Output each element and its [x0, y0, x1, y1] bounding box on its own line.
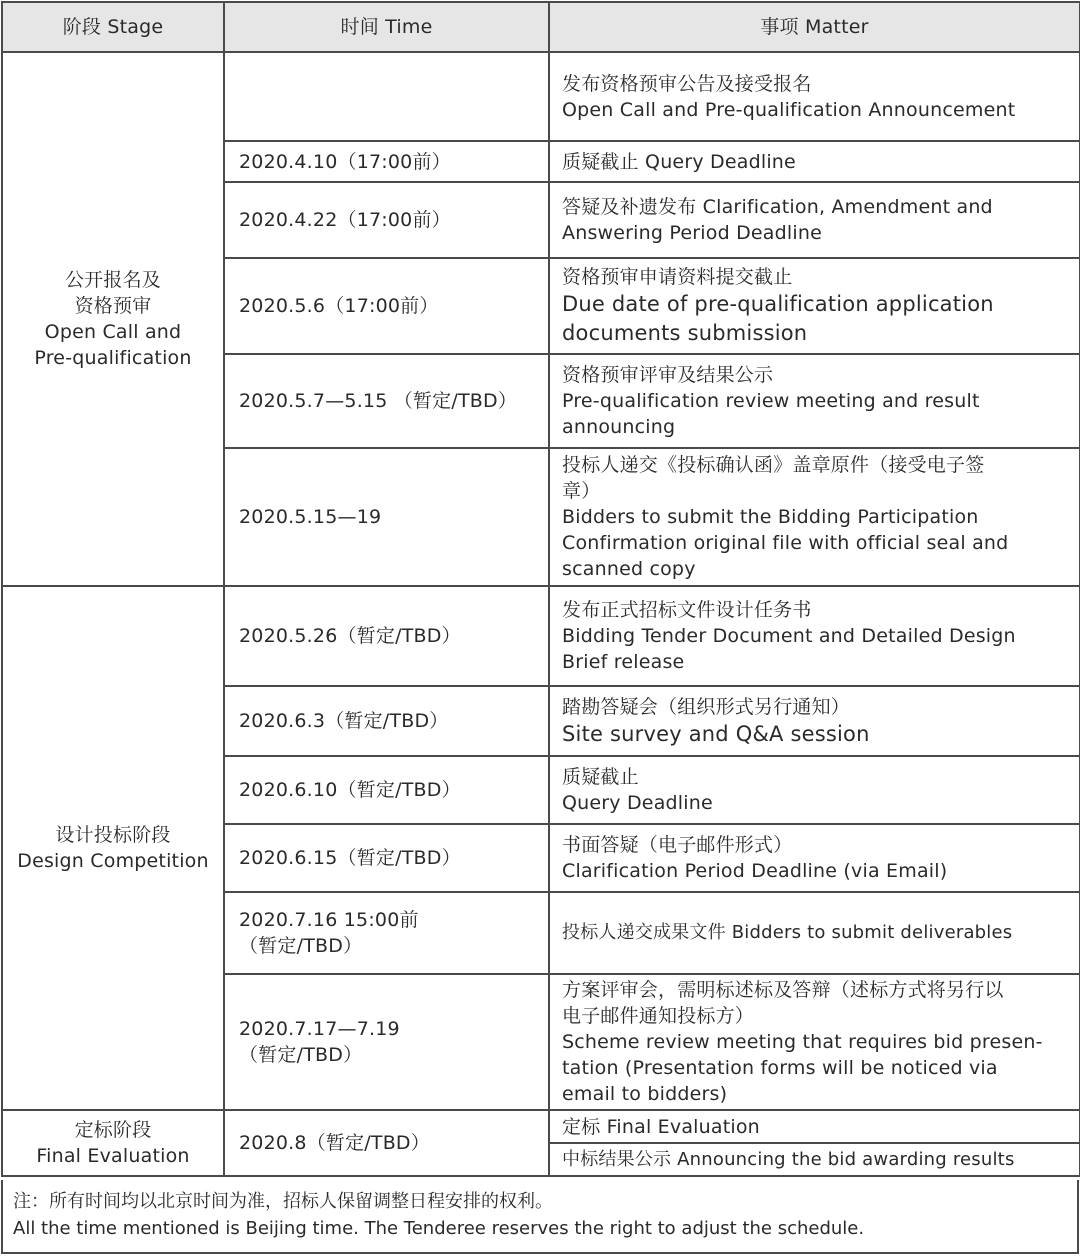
matter-en: Bidding Tender Document and Detailed Design [562, 625, 1016, 647]
matter-en: Confirmation original file with official seal and [562, 532, 1009, 554]
time-line: （暂定/TBD） [239, 935, 363, 957]
stage-en: Final Evaluation [36, 1145, 190, 1167]
matter-en: announcing [562, 416, 676, 438]
matter-zh: 踏勘答疑会（组织形式另行通知） [562, 695, 851, 718]
time-line: 2020.7.17—7.19 [239, 1018, 400, 1040]
time-cell [224, 52, 549, 141]
matter-en: Query Deadline [562, 792, 713, 814]
matter-en: email to bidders) [562, 1083, 728, 1105]
note-en: All the time mentioned is Beijing time. The Tenderee reserves the right to adjust the schedule. [13, 1218, 865, 1239]
matter-cell [549, 686, 1080, 756]
stage-design [2, 586, 224, 1110]
matter-en: Open Call and Pre-qualification Announcement [562, 98, 1016, 121]
header-stage: 阶段 Stage [2, 2, 224, 52]
matter-zh: 电子邮件通知投标方） [562, 1005, 755, 1027]
matter-en: Pre-qualification review meeting and result [562, 390, 980, 412]
stage-en: Design Competition [17, 850, 209, 872]
time-cell: 2020.6.15（暂定/TBD） [224, 824, 549, 892]
schedule-table [1, 1, 1080, 1177]
matter-line: Answering Period Deadline [562, 222, 822, 244]
time-cell: 2020.5.15—19 [224, 448, 549, 586]
header-matter: 事项 Matter [549, 2, 1080, 52]
matter-zh: 发布资格预审公告及接受报名 [562, 72, 812, 95]
matter-en: tation (Presentation forms will be noticed via [562, 1057, 998, 1079]
matter-cell: 投标人递交成果文件 Bidders to submit deliverables [549, 892, 1080, 974]
time-line: （暂定/TBD） [239, 1044, 363, 1066]
time-cell: 2020.8（暂定/TBD） [224, 1110, 549, 1176]
time-cell: 2020.5.6（17:00前） [224, 258, 549, 354]
matter-en: Scheme review meeting that requires bid presen- [562, 1031, 1043, 1053]
matter-cell [549, 586, 1080, 686]
matter-en: Due date of pre-qualification application [562, 292, 994, 316]
matter-zh: 质疑截止 [562, 766, 639, 788]
stage-zh: 定标阶段 [74, 1119, 152, 1141]
table-row [2, 52, 1080, 141]
matter-cell [549, 354, 1080, 448]
schedule-note [1, 1180, 1079, 1254]
matter-zh: 书面答疑（电子邮件形式） [562, 834, 793, 856]
matter-zh: 资格预审申请资料提交截止 [562, 266, 793, 288]
matter-cell: 定标 Final Evaluation [549, 1110, 1080, 1143]
time-cell: 2020.5.7—5.15 （暂定/TBD） [224, 354, 549, 448]
time-cell [224, 974, 549, 1110]
matter-cell [549, 974, 1080, 1110]
matter-en: Clarification Period Deadline (via Email) [562, 860, 948, 882]
matter-cell [549, 448, 1080, 586]
matter-en: Site survey and Q&A session [562, 721, 870, 746]
stage-zh: 设计投标阶段 [55, 824, 171, 846]
matter-line: 答疑及补遗发布 Clarification, Amendment and [562, 196, 993, 218]
matter-zh: 资格预审评审及结果公示 [562, 364, 774, 386]
stage-open-call [2, 52, 224, 586]
matter-cell [549, 756, 1080, 824]
matter-en: Brief release [562, 651, 685, 673]
matter-cell: 质疑截止 Query Deadline [549, 141, 1080, 182]
time-cell: 2020.6.10（暂定/TBD） [224, 756, 549, 824]
matter-en: scanned copy [562, 558, 696, 580]
time-cell: 2020.6.3（暂定/TBD） [224, 686, 549, 756]
table-header-row [2, 2, 1080, 52]
matter-en: Bidders to submit the Bidding Participation [562, 506, 979, 528]
stage-en: Open Call and [44, 321, 182, 343]
time-cell: 2020.5.26（暂定/TBD） [224, 586, 549, 686]
time-cell: 2020.4.22（17:00前） [224, 182, 549, 258]
stage-zh: 资格预审 [74, 295, 152, 317]
matter-cell [549, 824, 1080, 892]
header-time: 时间 Time [224, 2, 549, 52]
matter-en: documents submission [562, 321, 808, 345]
time-cell: 2020.4.10（17:00前） [224, 141, 549, 182]
matter-cell [549, 258, 1080, 354]
stage-zh: 公开报名及 [64, 269, 161, 291]
table-row [2, 586, 1080, 686]
matter-cell: 中标结果公示 Announcing the bid awarding results [549, 1143, 1080, 1176]
note-zh: 注：所有时间均以北京时间为准，招标人保留调整日程安排的权利。 [13, 1191, 553, 1212]
matter-zh: 投标人递交《投标确认函》盖章原件（接受电子签 [562, 454, 985, 476]
matter-zh: 方案评审会，需明标述标及答辩（述标方式将另行以 [562, 979, 1004, 1001]
matter-cell [549, 182, 1080, 258]
stage-en: Pre-qualification [34, 347, 192, 369]
table-row [2, 1110, 1080, 1143]
time-cell [224, 892, 549, 974]
stage-final [2, 1110, 224, 1176]
matter-cell [549, 52, 1080, 141]
matter-zh: 章） [562, 480, 601, 502]
matter-zh: 发布正式招标文件设计任务书 [562, 599, 812, 621]
time-line: 2020.7.16 15:00前 [239, 909, 419, 931]
